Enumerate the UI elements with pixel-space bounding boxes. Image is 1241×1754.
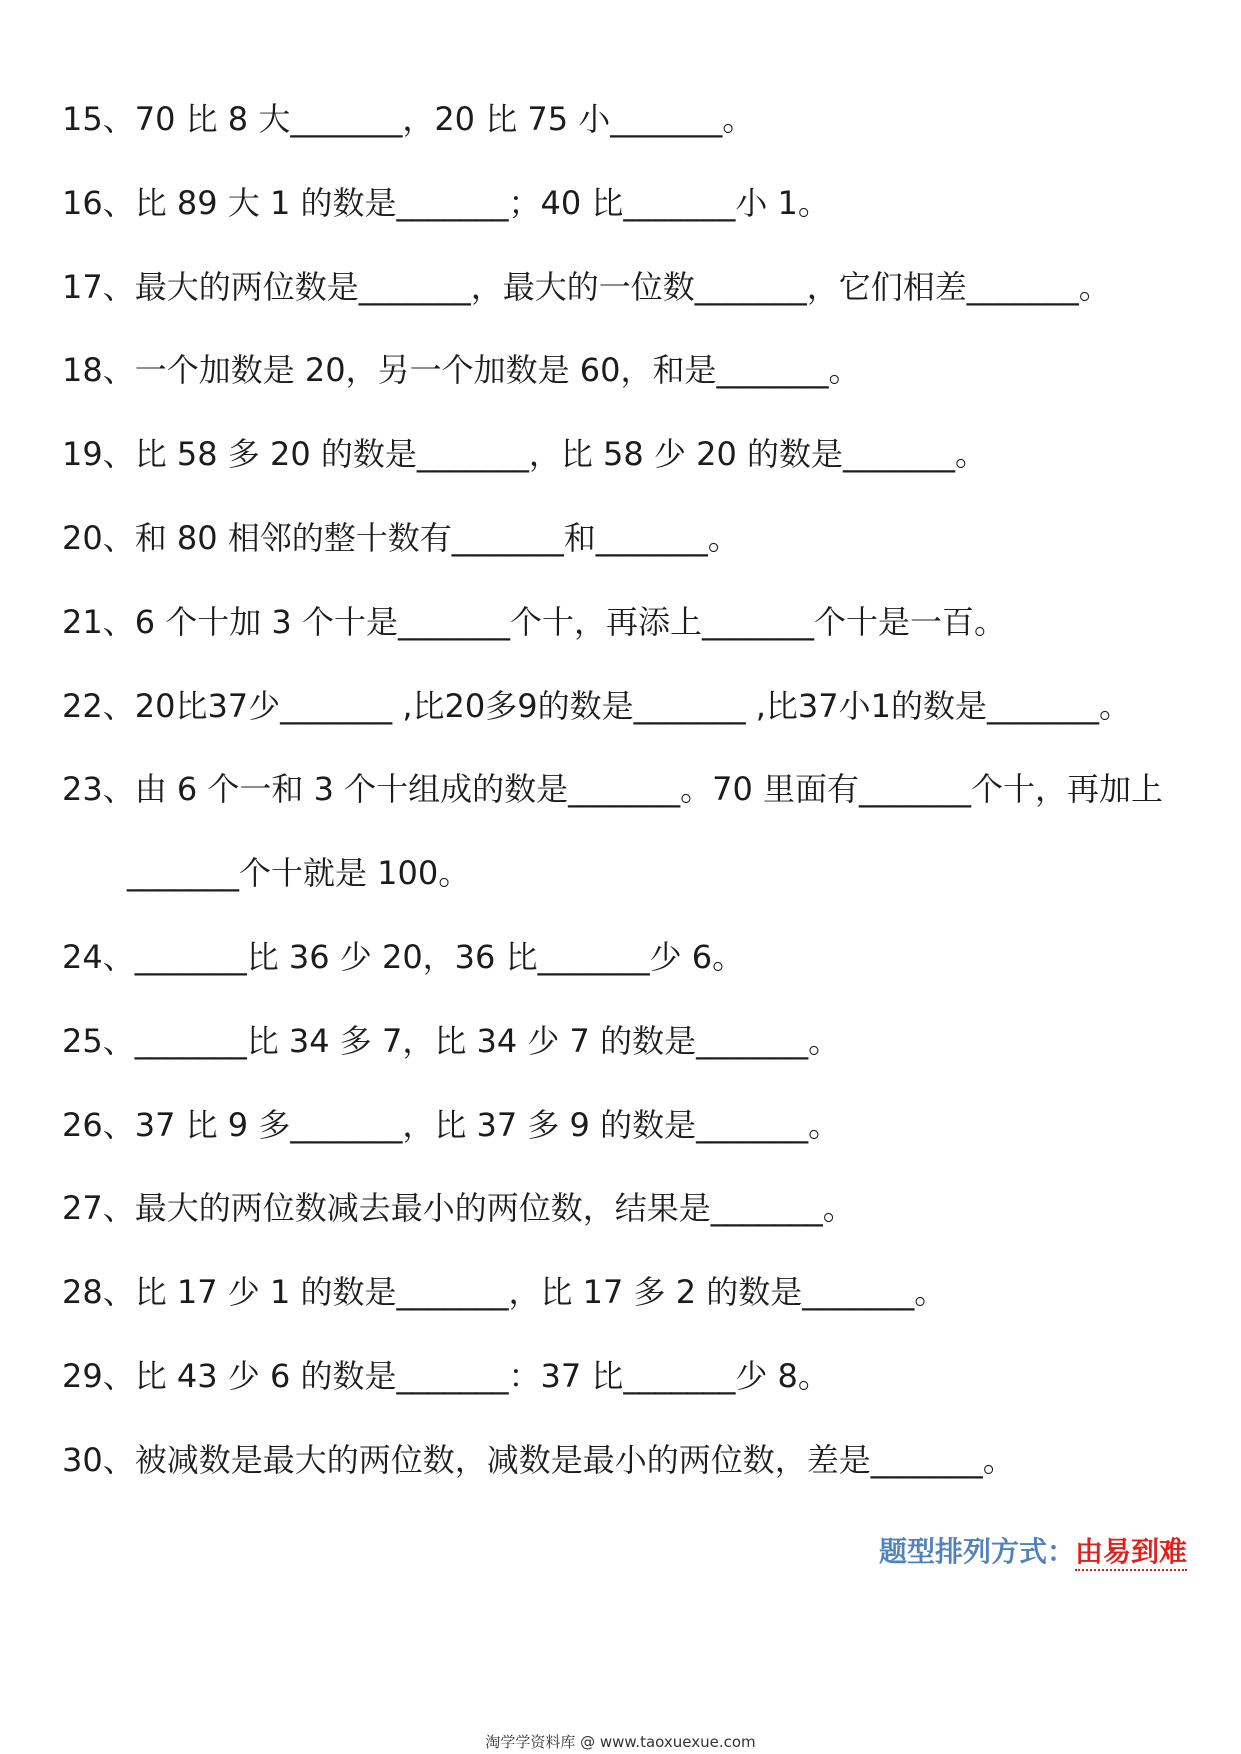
- question-23-continuation: _______个十就是 100。: [127, 854, 471, 893]
- question-15: 15、70 比 8 大_______，20 比 75 小_______。: [62, 100, 755, 138]
- question-28: 28、比 17 少 1 的数是_______，比 17 多 2 的数是_______。: [62, 1273, 947, 1312]
- difficulty-note-label: 题型排列方式：: [878, 1535, 1075, 1568]
- question-17: 17、最大的两位数是_______，最大的一位数_______，它们相差_______。: [62, 267, 1111, 306]
- difficulty-note: [879, 1532, 1187, 1572]
- question-22: 22、20比37少_______ ,比20多9的数是_______ ,比37小1的数是_______。: [62, 686, 1132, 725]
- question-16: 16、比 89 大 1 的数是_______；40 比_______小 1。: [62, 183, 830, 222]
- difficulty-note-value: 由易到难: [1075, 1535, 1187, 1571]
- question-25: 25、_______比 34 多 7，比 34 少 7 的数是_______。: [62, 1021, 841, 1060]
- question-30: 30、被减数是最大的两位数，减数是最小的两位数，差是_______。: [62, 1440, 1015, 1479]
- question-19: 19、比 58 多 20 的数是_______，比 58 少 20 的数是_______。: [62, 435, 987, 474]
- question-24: 24、_______比 36 少 20，36 比_______少 6。: [62, 937, 745, 976]
- question-list: [62, 78, 1201, 1503]
- question-26: 26、37 比 9 多_______，比 37 多 9 的数是_______。: [62, 1105, 841, 1144]
- page-watermark: 淘学学资料库 @ www.taoxuexue.com: [485, 1733, 756, 1751]
- question-29: 29、比 43 少 6 的数是_______：37 比_______少 8。: [62, 1356, 830, 1395]
- question-20: 20、和 80 相邻的整十数有_______和_______。: [62, 518, 740, 557]
- question-27: 27、最大的两位数减去最小的两位数，结果是_______。: [62, 1189, 855, 1228]
- question-18: 18、一个加数是 20，另一个加数是 60，和是_______。: [62, 351, 861, 390]
- question-21: 21、6 个十加 3 个十是_______个十，再添上_______个十是一百。: [62, 602, 1006, 641]
- question-23: 23、由 6 个一和 3 个十组成的数是_______。70 里面有_______个十，再加上: [62, 770, 1164, 809]
